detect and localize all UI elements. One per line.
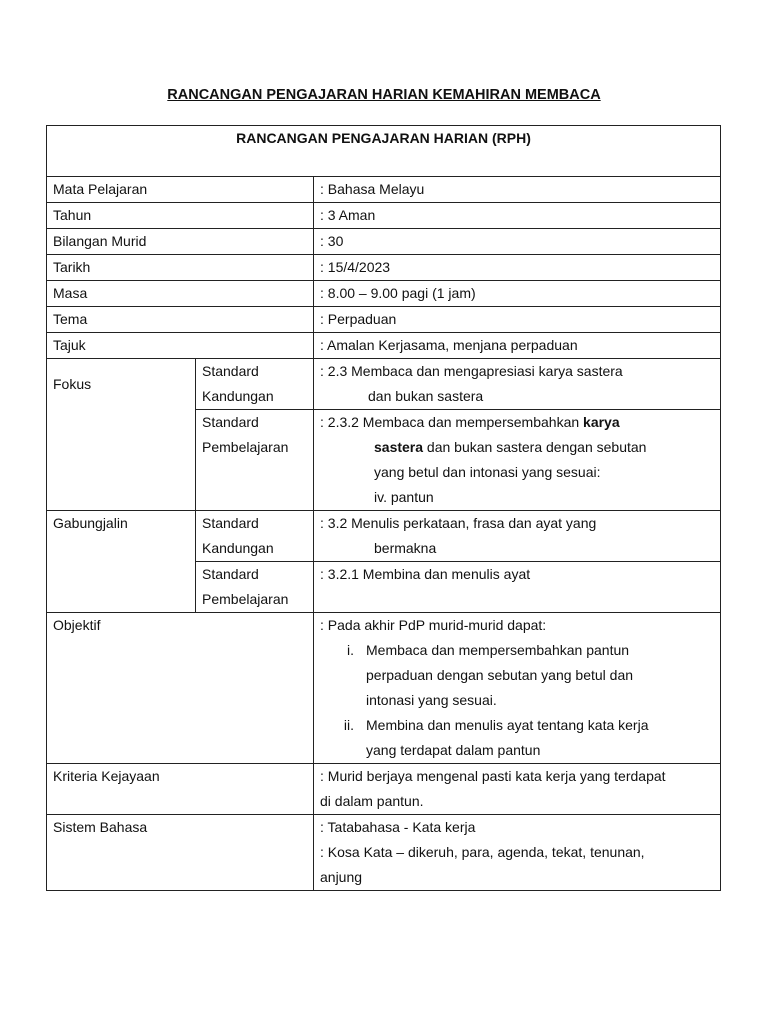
row-value: : 30	[314, 229, 721, 255]
list-line: yang terdapat dalam pantun	[366, 742, 541, 758]
row-label: Tarikh	[47, 255, 314, 281]
value-text: : 2.3.2 Membaca dan mempersembahkan	[320, 414, 584, 430]
row-label: Tahun	[47, 203, 314, 229]
list-line: perpaduan dengan sebutan yang betul dan	[366, 667, 634, 683]
value-line: bermakna	[374, 540, 437, 556]
row-value: : 15/4/2023	[314, 255, 721, 281]
row-mata-pelajaran	[47, 177, 721, 203]
rph-table	[46, 125, 721, 891]
list-item	[320, 638, 714, 713]
value-line	[320, 435, 714, 460]
value-line: di dalam pantun.	[320, 793, 424, 809]
objektif-value	[314, 613, 721, 764]
row-label: Tajuk	[47, 333, 314, 359]
kriteria-label: Kriteria Kejayaan	[47, 764, 314, 815]
row-tajuk	[47, 333, 721, 359]
list-item	[320, 713, 714, 763]
row-gabungjalin-sk	[47, 511, 721, 562]
fokus-label-cell	[47, 359, 196, 511]
row-value: : 8.00 – 9.00 pagi (1 jam)	[314, 281, 721, 307]
row-sistem-bahasa	[47, 815, 721, 891]
kriteria-value	[314, 764, 721, 815]
gabungjalin-sk-label	[196, 511, 314, 562]
row-value: : Bahasa Melayu	[314, 177, 721, 203]
objektif-list	[320, 638, 714, 763]
label-line: Kandungan	[202, 388, 274, 404]
row-kriteria	[47, 764, 721, 815]
row-tahun	[47, 203, 721, 229]
row-label: Masa	[47, 281, 314, 307]
fokus-sp-value	[314, 410, 721, 511]
list-line: Membaca dan mempersembahkan pantun	[366, 642, 630, 658]
row-objektif	[47, 613, 721, 764]
row-fokus-sk	[47, 359, 721, 410]
value-line	[320, 410, 714, 435]
gabungjalin-sp-value: : 3.2.1 Membina dan menulis ayat	[314, 562, 721, 613]
row-masa	[47, 281, 721, 307]
value-line: anjung	[320, 869, 363, 885]
table-header: RANCANGAN PENGAJARAN HARIAN (RPH)	[47, 126, 721, 177]
gabungjalin-sp-label	[196, 562, 314, 613]
list-line: Membina dan menulis ayat tentang kata kerja	[366, 717, 649, 733]
row-tarikh	[47, 255, 721, 281]
gabungjalin-sk-value	[314, 511, 721, 562]
fokus-sk-label	[196, 359, 314, 410]
row-value: : Perpaduan	[314, 307, 721, 333]
value-line: : Murid berjaya mengenal pasti kata kerja yang terdapat	[320, 768, 666, 784]
value-line: iv. pantun	[374, 489, 434, 505]
label-line: Kandungan	[202, 540, 274, 556]
label-line: Pembelajaran	[202, 591, 289, 607]
list-number: ii.	[343, 717, 354, 733]
row-bilangan-murid	[47, 229, 721, 255]
value-text: dan bukan sastera dengan sebutan	[423, 439, 647, 455]
row-label: Bilangan Murid	[47, 229, 314, 255]
value-line: dan bukan sastera	[368, 388, 484, 404]
value-line: yang betul dan intonasi yang sesuai:	[374, 464, 601, 480]
sistem-value	[314, 815, 721, 891]
gabungjalin-label: Gabungjalin	[47, 511, 196, 613]
row-value: : Amalan Kerjasama, menjana perpaduan	[314, 333, 721, 359]
label-line: Standard	[202, 515, 259, 531]
label-line: Standard	[202, 566, 259, 582]
label-line: Pembelajaran	[202, 439, 289, 455]
value-bold: karya	[583, 414, 620, 430]
list-line: intonasi yang sesuai.	[366, 692, 497, 708]
fokus-sk-value	[314, 359, 721, 410]
list-number: i.	[347, 642, 354, 658]
sistem-label: Sistem Bahasa	[47, 815, 314, 891]
document-title: RANCANGAN PENGAJARAN HARIAN KEMAHIRAN MEMBACA	[167, 87, 601, 103]
label-line: Standard	[202, 414, 259, 430]
label-line: Standard	[202, 363, 259, 379]
row-value: : 3 Aman	[314, 203, 721, 229]
value-line: : 2.3 Membaca dan mengapresiasi karya sastera	[320, 363, 623, 379]
fokus-label: Fokus	[53, 376, 92, 392]
row-label: Tema	[47, 307, 314, 333]
value-line: : Kosa Kata – dikeruh, para, agenda, tekat, tenunan,	[320, 844, 645, 860]
fokus-sp-label	[196, 410, 314, 511]
value-line: : Tatabahasa - Kata kerja	[320, 819, 476, 835]
value-line: : 3.2 Menulis perkataan, frasa dan ayat yang	[320, 515, 597, 531]
row-label: Mata Pelajaran	[47, 177, 314, 203]
value-bold: sastera	[374, 439, 424, 455]
row-tema	[47, 307, 721, 333]
objektif-label: Objektif	[47, 613, 314, 764]
objektif-intro: : Pada akhir PdP murid-murid dapat:	[320, 617, 547, 633]
